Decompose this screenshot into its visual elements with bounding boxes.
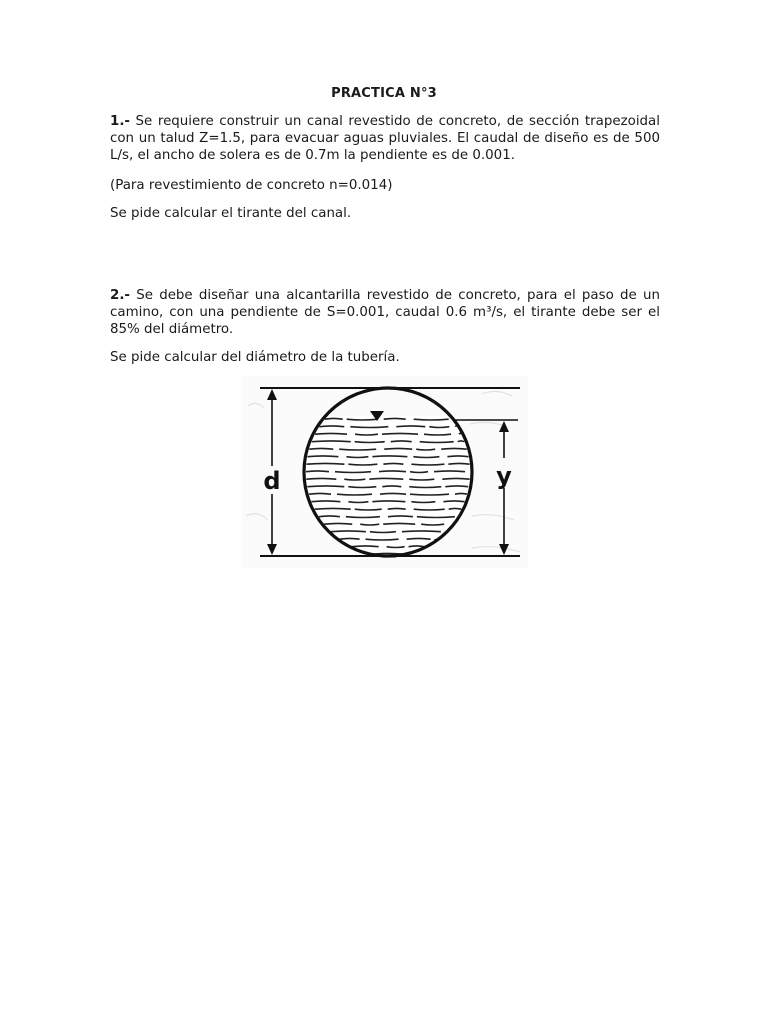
water-wave-stroke — [424, 434, 451, 435]
water-wave-stroke — [410, 494, 449, 495]
water-wave-stroke — [443, 501, 464, 502]
water-wave-stroke — [409, 546, 425, 547]
water-wave-stroke — [379, 471, 406, 472]
diameter-label: d — [263, 467, 281, 495]
water-wave-stroke — [391, 441, 412, 442]
water-wave-stroke — [350, 427, 388, 428]
water-wave-stroke — [335, 472, 371, 473]
water-wave-stroke — [388, 516, 413, 517]
water-wave-stroke — [360, 524, 379, 525]
water-wave-stroke — [325, 418, 343, 419]
water-wave-stroke — [402, 531, 441, 532]
water-wave-stroke — [388, 508, 406, 509]
problem-2-question: Se pide calcular del diámetro de la tubería. — [110, 350, 400, 365]
problem-1-question: Se pide calcular el tirante del canal. — [110, 206, 352, 221]
water-wave-stroke — [429, 427, 449, 428]
water-wave-stroke — [311, 501, 340, 502]
problem-1-number: 1.- — [110, 114, 130, 129]
page-title: PRACTICA N°3 — [331, 86, 437, 101]
water-wave-stroke — [442, 478, 469, 479]
water-wave-stroke — [355, 442, 385, 443]
water-wave-stroke — [339, 449, 376, 450]
water-wave-stroke — [387, 547, 405, 548]
water-wave-stroke — [355, 509, 382, 510]
problem-1-text: Se requiere construir un canal revestido de concreto, de sección trapezoidal con un talud Z=1.5, para evacuar aguas pluviales. El caudal de diseño es de 500 L/s, el ancho de solera es de 0.7m la pendiente es de 0.001. — [110, 114, 660, 163]
water-wave-stroke — [315, 433, 347, 434]
water-wave-stroke — [355, 434, 378, 435]
water-wave-stroke — [306, 463, 344, 464]
water-wave-stroke — [380, 493, 406, 494]
water-wave-stroke — [312, 441, 351, 442]
water-wave-stroke — [409, 479, 434, 480]
water-wave-stroke — [344, 479, 365, 480]
water-wave-stroke — [434, 471, 465, 472]
problem-2-number: 2.- — [110, 288, 130, 303]
water-wave-stroke — [352, 546, 379, 547]
water-wave-stroke — [370, 532, 396, 533]
water-wave-stroke — [421, 524, 444, 525]
water-wave-stroke — [409, 487, 441, 488]
water-wave-stroke — [307, 456, 338, 457]
water-wave-stroke — [414, 509, 445, 510]
water-wave-stroke — [447, 456, 468, 457]
water-wave-stroke — [348, 487, 376, 488]
water-wave-stroke — [411, 464, 444, 465]
water-wave-stroke — [337, 494, 372, 495]
depth-label: y — [496, 462, 512, 490]
water-wave-stroke — [449, 508, 462, 509]
water-wave-stroke — [384, 448, 412, 449]
water-wave-stroke — [448, 463, 469, 464]
water-wave-stroke — [307, 486, 344, 487]
water-wave-stroke — [410, 472, 428, 473]
water-wave-stroke — [441, 448, 467, 449]
water-wave-stroke — [459, 433, 461, 434]
water-wave-stroke — [407, 538, 431, 539]
water-wave-stroke — [306, 478, 336, 479]
problem-2-statement — [110, 287, 660, 338]
water-wave-stroke — [384, 418, 406, 419]
water-wave-stroke — [348, 502, 368, 503]
water-wave-stroke — [455, 493, 467, 494]
water-wave-stroke — [383, 523, 415, 524]
water-wave-stroke — [331, 531, 366, 532]
water-wave-stroke — [366, 539, 399, 540]
water-wave-stroke — [383, 463, 403, 464]
water-wave-stroke — [306, 471, 329, 472]
water-wave-stroke — [348, 464, 377, 465]
problem-1-note: (Para revestimiento de concreto n=0.014) — [110, 178, 393, 193]
water-wave-stroke — [414, 419, 449, 420]
water-wave-stroke — [319, 426, 344, 427]
water-wave-stroke — [416, 449, 435, 450]
water-wave-stroke — [309, 448, 333, 449]
water-wave-stroke — [382, 486, 401, 487]
water-wave-stroke — [346, 457, 368, 458]
water-wave-stroke — [319, 516, 340, 517]
water-wave-stroke — [445, 486, 468, 487]
water-wave-stroke — [411, 502, 435, 503]
water-wave-stroke — [396, 426, 425, 427]
culvert-cross-section-figure — [242, 376, 528, 568]
problem-2-text: Se debe diseñar una alcantarilla revestido de concreto, para el paso de un camino, con una pendiente de S=0.001, caudal 0.6 m³/s, el tirante debe ser el 85% del diámetro. — [110, 288, 660, 337]
water-wave-stroke — [413, 457, 439, 458]
water-wave-stroke — [346, 517, 380, 518]
water-wave-stroke — [347, 419, 378, 420]
water-wave-stroke — [369, 478, 403, 479]
water-wave-stroke — [324, 523, 352, 524]
problem-1-statement — [110, 113, 660, 164]
water-wave-stroke — [315, 508, 351, 509]
water-wave-stroke — [417, 517, 455, 518]
water-wave-stroke — [420, 442, 454, 443]
water-wave-stroke — [382, 433, 418, 434]
water-wave-stroke — [372, 456, 407, 457]
water-wave-stroke — [340, 538, 360, 539]
water-wave-stroke — [309, 493, 331, 494]
water-wave-stroke — [372, 501, 405, 502]
water-wave-stroke — [458, 441, 465, 442]
